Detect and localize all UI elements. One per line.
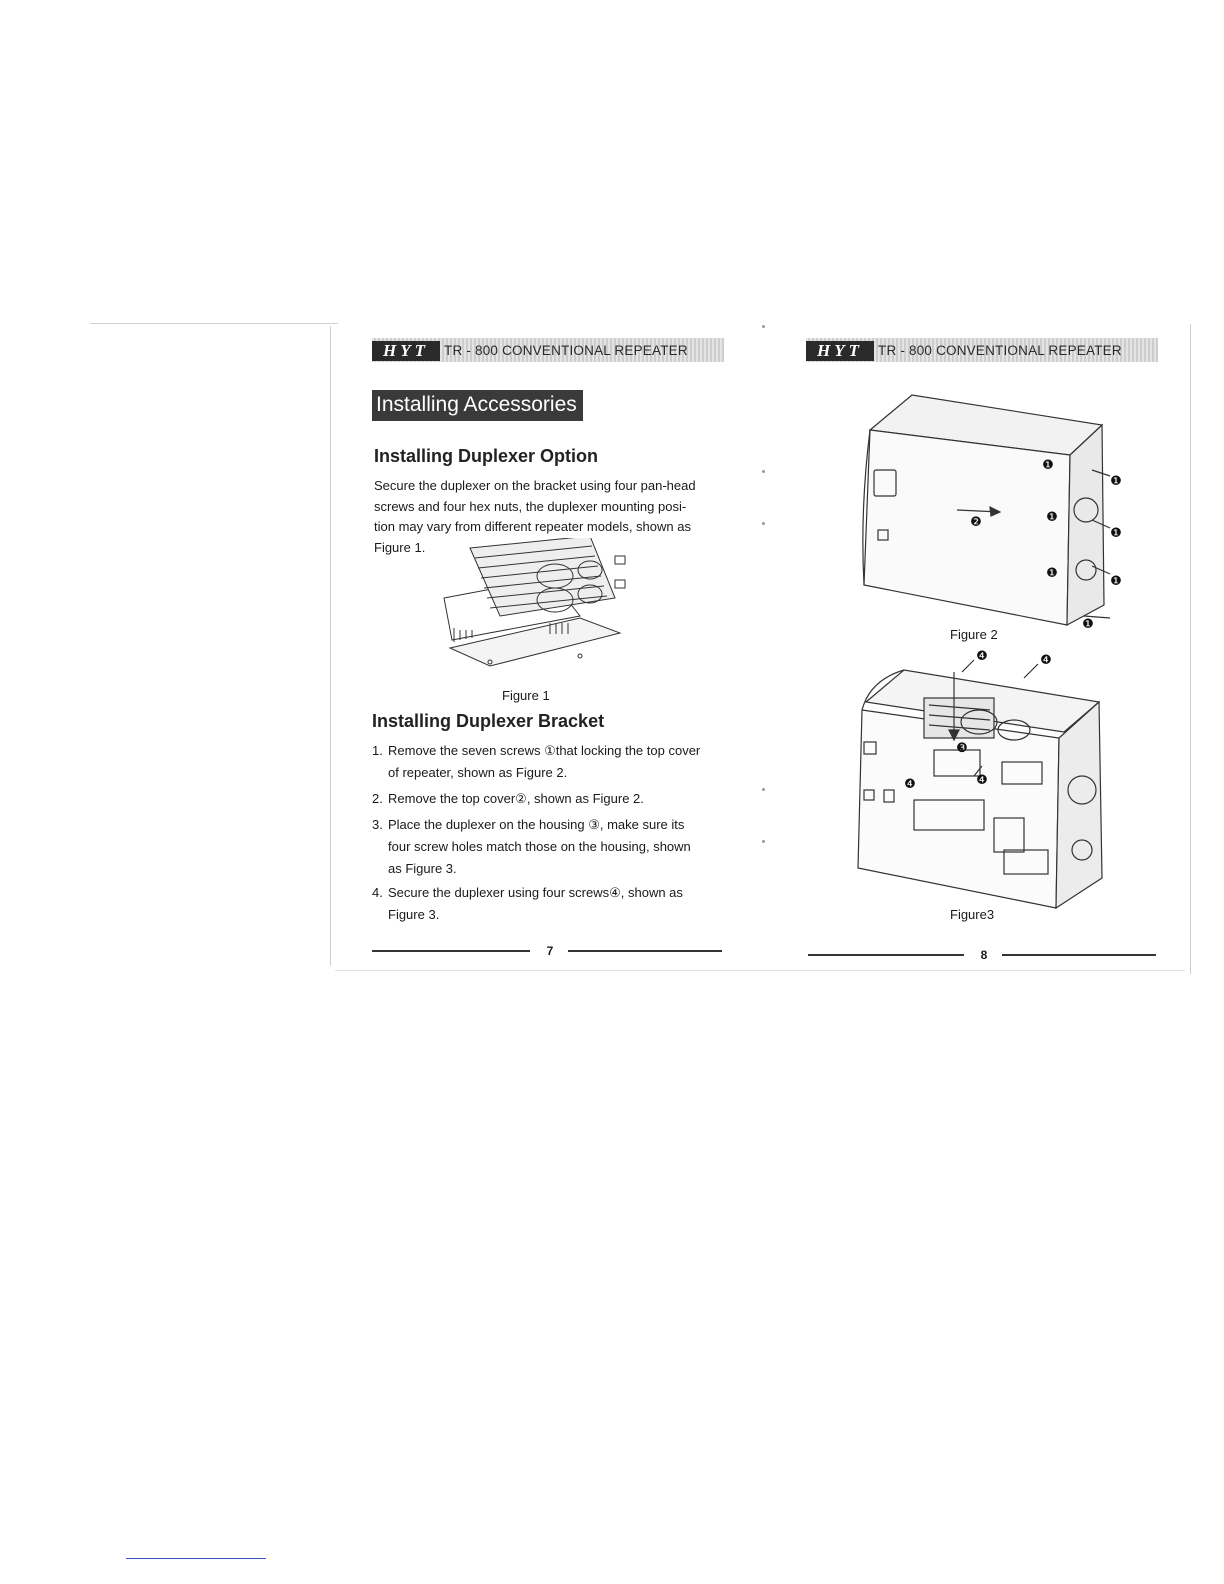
figure-1-duplexer-illustration — [430, 538, 630, 678]
callout-1: ❶ — [1042, 458, 1054, 473]
callout-1: ❶ — [1082, 617, 1094, 630]
footer-rule — [372, 950, 530, 952]
callout-1: ❶ — [1046, 566, 1058, 581]
step-text-line: of repeater, shown as Figure 2. — [388, 765, 568, 780]
step-text-line: Remove the top cover②, shown as Figure 2. — [388, 791, 644, 806]
callout-1: ❶ — [1046, 510, 1058, 525]
figure-1-caption: Figure 1 — [502, 688, 550, 703]
paragraph-line: Figure 1. — [374, 539, 426, 555]
scan-edge-line — [90, 323, 338, 324]
callout-1: ❶ — [1110, 474, 1122, 489]
hyt-logo: HYT — [806, 341, 874, 361]
callout-1: ❶ — [1110, 526, 1122, 541]
paragraph-line: tion may vary from different repeater models, shown as — [374, 519, 691, 534]
header-title: TR - 800 CONVENTIONAL REPEATER — [878, 343, 1122, 358]
figure-2-caption: Figure 2 — [950, 627, 998, 642]
step-number: 1. — [372, 743, 383, 758]
page-header — [806, 338, 1158, 362]
scan-speck — [762, 325, 765, 328]
page-8 — [806, 338, 1158, 962]
callout-3: ❸ — [956, 741, 968, 756]
scan-edge-line — [330, 326, 331, 966]
paragraph-line: screws and four hex nuts, the duplexer mounting posi- — [374, 498, 687, 514]
scan-edge-line — [335, 970, 1185, 971]
page-footer — [372, 944, 724, 958]
subsection-heading-duplexer-option: Installing Duplexer Option — [374, 446, 599, 466]
step-text-line: Figure 3. — [388, 907, 440, 922]
step-text-line: Secure the duplexer using four screws④, shown as — [388, 885, 683, 900]
step-text-line: Place the duplexer on the housing ③, make sure its — [388, 817, 685, 832]
paragraph-line: Secure the duplexer on the bracket using four pan-head — [374, 478, 696, 493]
page-footer — [806, 948, 1158, 962]
footer-rule — [1002, 954, 1156, 956]
figure-3-caption: Figure3 — [950, 907, 995, 922]
callout-4: ❹ — [976, 773, 988, 788]
step-text-line: as Figure 3. — [388, 861, 457, 876]
callout-1: ❶ — [1110, 574, 1122, 589]
page-header — [372, 338, 724, 362]
scan-speck — [762, 840, 765, 843]
scan-edge-line — [1190, 324, 1191, 974]
step-text-line: four screw holes match those on the housing, shown — [388, 839, 691, 854]
figure-3-duplexer-install-illustration — [844, 650, 1114, 912]
footer-rule — [568, 950, 722, 952]
page-number: 8 — [980, 948, 988, 962]
scan-speck — [762, 470, 765, 473]
step-number: 2. — [372, 791, 383, 806]
callout-4: ❹ — [904, 777, 916, 792]
scan-speck — [762, 522, 765, 525]
subsection-heading-duplexer-bracket: Installing Duplexer Bracket — [372, 711, 605, 731]
callout-4: ❹ — [1040, 653, 1052, 668]
hyt-logo: HYT — [372, 341, 440, 361]
section-title: Installing Accessories — [372, 390, 583, 421]
figure-2-repeater-cover-illustration — [852, 390, 1122, 630]
step-number: 3. — [372, 817, 383, 832]
header-title: TR - 800 CONVENTIONAL REPEATER — [444, 343, 688, 358]
scan-speck — [762, 788, 765, 791]
page-number: 7 — [546, 944, 554, 958]
callout-4: ❹ — [976, 650, 988, 664]
step-number: 4. — [372, 885, 383, 900]
footer-rule — [808, 954, 964, 956]
step-text-line: Remove the seven screws ①that locking the top cover — [388, 743, 701, 758]
page-7 — [372, 338, 724, 958]
callout-2: ❷ — [970, 515, 982, 530]
scan-edge-line — [126, 1558, 266, 1559]
